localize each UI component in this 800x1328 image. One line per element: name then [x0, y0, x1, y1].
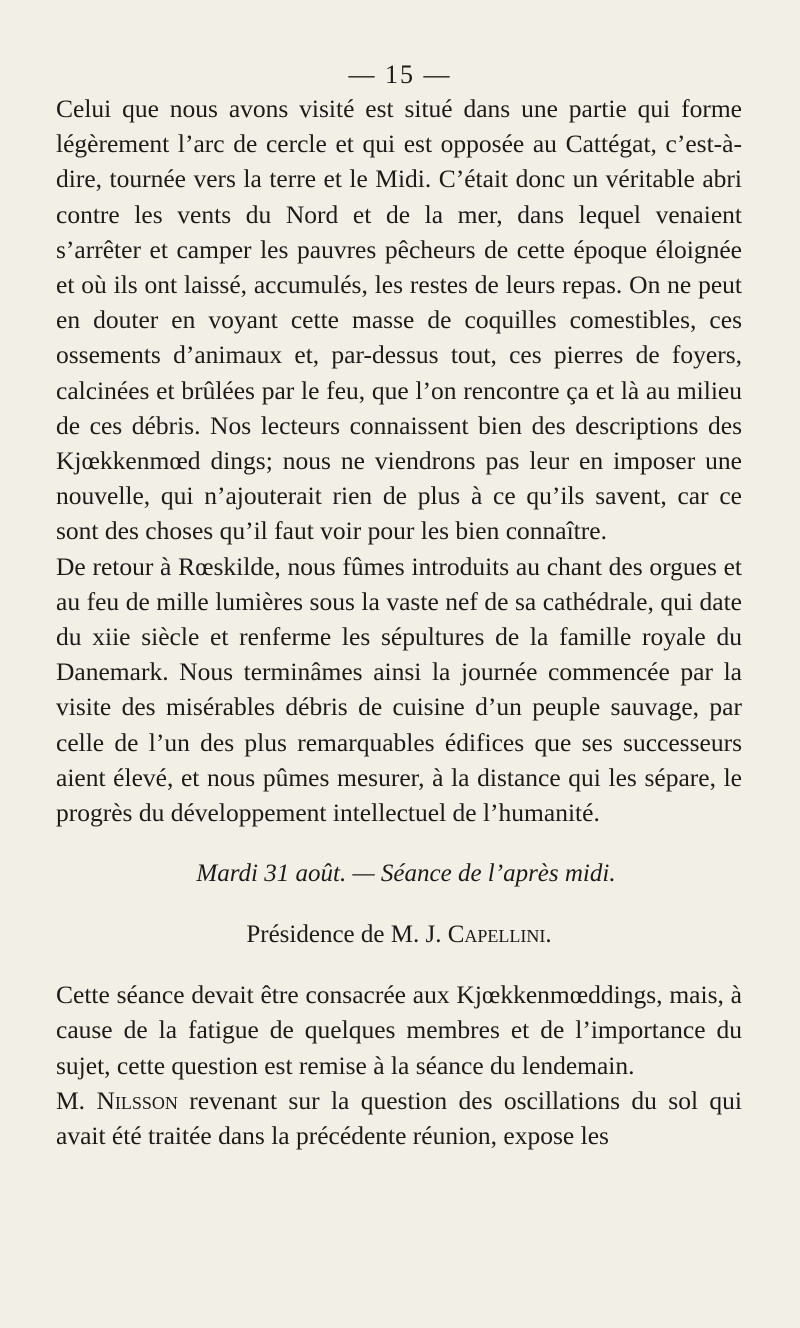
nilsson-prefix: M.: [56, 1085, 97, 1115]
paragraph-session-postponed: Cette séance devait être consacrée aux Kjœkkenmœddings, mais, à cause de la fatigue de quelques membres et de l’importance du sujet, cette question est remise à la séance du lendemain.: [56, 980, 742, 1080]
presidency-suffix: .: [545, 921, 552, 949]
paragraph-roeskilde-cathedral: De retour à Rœskilde, nous fûmes introduits au chant des orgues et au feu de mille lumières sous la vaste nef de sa cathédrale, qui date du xiie siècle et renferme les sépultures de la famille royale du Danemark. Nous terminâmes ainsi la journée commencée par la visite des misérables débris de cuisine d’un peuple sauvage, par celle de l’un des plus remarquables édifices que ses successeurs aient élevé, et nous pûmes mesurer, à la distance qui les sépare, le progrès du développement intellectuel de l’humanité.: [56, 551, 742, 828]
president-name: Capellini: [447, 921, 546, 949]
page-number: — 15 —: [348, 60, 452, 89]
presidency-heading: [56, 917, 742, 952]
paragraph-kjoekkenmoedding-visit: Celui que nous avons visité est situé dans une partie qui forme légèrement l’arc de cercle et qui est opposée au Cattégat, c’est-à-dire, tournée vers la terre et le Midi. C’était donc un véritable abri contre les vents du Nord et de la mer, dans lequel venaient s’arrêter et camper les pauvres pêcheurs de cette époque éloignée et où ils ont laissé, accumulés, les restes de leurs repas. On ne peut en douter en voyant cette masse de coquilles comestibles, ces ossements d’animaux et, par-dessus tout, ces pierres de foyers, calcinées et brûlées par le feu, que l’on rencontre ça et là au milieu de ces débris. Nos lecteurs connaissent bien des descriptions des Kjœkkenmœd dings; nous ne viendrons pas leur en imposer une nouvelle, qui n’ajouterait rien de plus à ce qu’ils savent, car ce sont des choses qu’il faut voir pour les bien connaître.: [56, 94, 742, 546]
presidency-prefix: Présidence de M. J.: [246, 921, 448, 949]
text-column: [56, 91, 742, 1153]
speaker-name: Nilsson: [96, 1085, 178, 1115]
nilsson-text: revenant sur la question des oscillations du sol qui avait été traitée dans la précédente réunion, expose les: [56, 1085, 742, 1151]
session-heading: Mardi 31 août. — Séance de l’après midi.: [196, 860, 616, 888]
paragraph-nilsson: [56, 1083, 742, 1153]
